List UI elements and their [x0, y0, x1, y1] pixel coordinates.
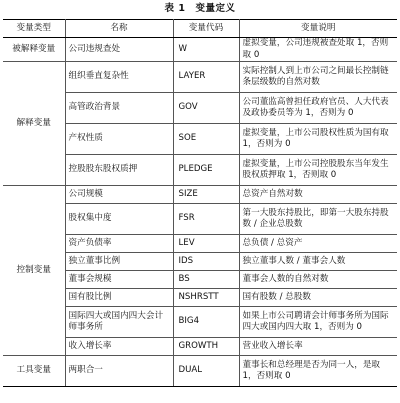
variable-name-cell: 收入增长率 — [65, 338, 173, 356]
variable-name-cell: 独立董事比例 — [65, 253, 173, 271]
table-row — [3, 38, 397, 62]
variable-code-cell: PLEDGE — [173, 155, 239, 186]
header-variable-type: 变量类型 — [3, 20, 65, 38]
variable-name-cell: 产权性质 — [65, 124, 173, 155]
header-variable-description: 变量说明 — [239, 20, 397, 38]
variable-name-cell: 董事会规模 — [65, 271, 173, 289]
variable-code-cell: DUAL — [173, 356, 239, 387]
variable-code-cell: GROWTH — [173, 338, 239, 356]
variable-name-cell: 公司规模 — [65, 186, 173, 204]
variable-code-cell: SIZE — [173, 186, 239, 204]
variable-description-cell: 国有股数 / 总股数 — [239, 289, 397, 307]
variable-type-cell: 被解释变量 — [3, 38, 65, 62]
variable-name-cell: 控股股东股权质押 — [65, 155, 173, 186]
variable-code-cell: FSR — [173, 204, 239, 235]
variable-name-cell: 股权集中度 — [65, 204, 173, 235]
variable-description-cell: 如果上市公司聘请会计师事务所为国际四大或国内四大取 1，否则为 0 — [239, 307, 397, 338]
variable-definition-table — [3, 19, 397, 387]
table-row — [3, 186, 397, 204]
variable-name-cell: 公司违规查处 — [65, 38, 173, 62]
variable-description-cell: 第一大股东持股比，即第一大股东持股数 / 企业总股数 — [239, 204, 397, 235]
variable-code-cell: GOV — [173, 93, 239, 124]
variable-code-cell: W — [173, 38, 239, 62]
variable-description-cell: 虚拟变量，公司违规被查处取 1，否则取 0 — [239, 38, 397, 62]
variable-code-cell: NSHRSTT — [173, 289, 239, 307]
variable-name-cell: 国有股比例 — [65, 289, 173, 307]
variable-type-cell: 解释变量 — [3, 62, 65, 186]
variable-code-cell: IDS — [173, 253, 239, 271]
variable-code-cell: LEV — [173, 235, 239, 253]
table-caption: 表 1 变量定义 — [164, 3, 236, 14]
variable-name-cell: 国际四大或国内四大会计师事务所 — [65, 307, 173, 338]
variable-description-cell: 董事长和总经理是否为同一人，是取 1，否则取 0 — [239, 356, 397, 387]
variable-type-cell: 控制变量 — [3, 186, 65, 356]
variable-description-cell: 营业收入增长率 — [239, 338, 397, 356]
variable-description-cell: 虚拟变量，上市公司控股股东当年发生股权质押取 1，否则取 0 — [239, 155, 397, 186]
variable-code-cell: BIG4 — [173, 307, 239, 338]
variable-type-cell: 工具变量 — [3, 356, 65, 387]
variable-name-cell: 高管政治背景 — [65, 93, 173, 124]
variable-code-cell: BS — [173, 271, 239, 289]
variable-description-cell: 董事会人数的自然对数 — [239, 271, 397, 289]
variable-description-cell: 总资产自然对数 — [239, 186, 397, 204]
variable-description-cell: 总负债 / 总资产 — [239, 235, 397, 253]
variable-code-cell: SOE — [173, 124, 239, 155]
variable-code-cell: LAYER — [173, 62, 239, 93]
header-variable-code: 变量代码 — [173, 20, 239, 38]
header-name: 名称 — [65, 20, 173, 38]
variable-description-cell: 虚拟变量，上市公司股权性质为国有取 1，否则为 0 — [239, 124, 397, 155]
variable-description-cell: 公司董监高曾担任政府官员、人大代表及政协委员等为 1，否则为 0 — [239, 93, 397, 124]
variable-name-cell: 组织垂直复杂性 — [65, 62, 173, 93]
variable-name-cell: 两职合一 — [65, 356, 173, 387]
variable-name-cell: 资产负债率 — [65, 235, 173, 253]
variable-description-cell: 实际控制人到上市公司之间最长控制链条层级数的自然对数 — [239, 62, 397, 93]
table-row — [3, 356, 397, 387]
header-row — [3, 20, 397, 38]
variable-description-cell: 独立董事人数 / 董事会人数 — [239, 253, 397, 271]
table-row — [3, 62, 397, 93]
